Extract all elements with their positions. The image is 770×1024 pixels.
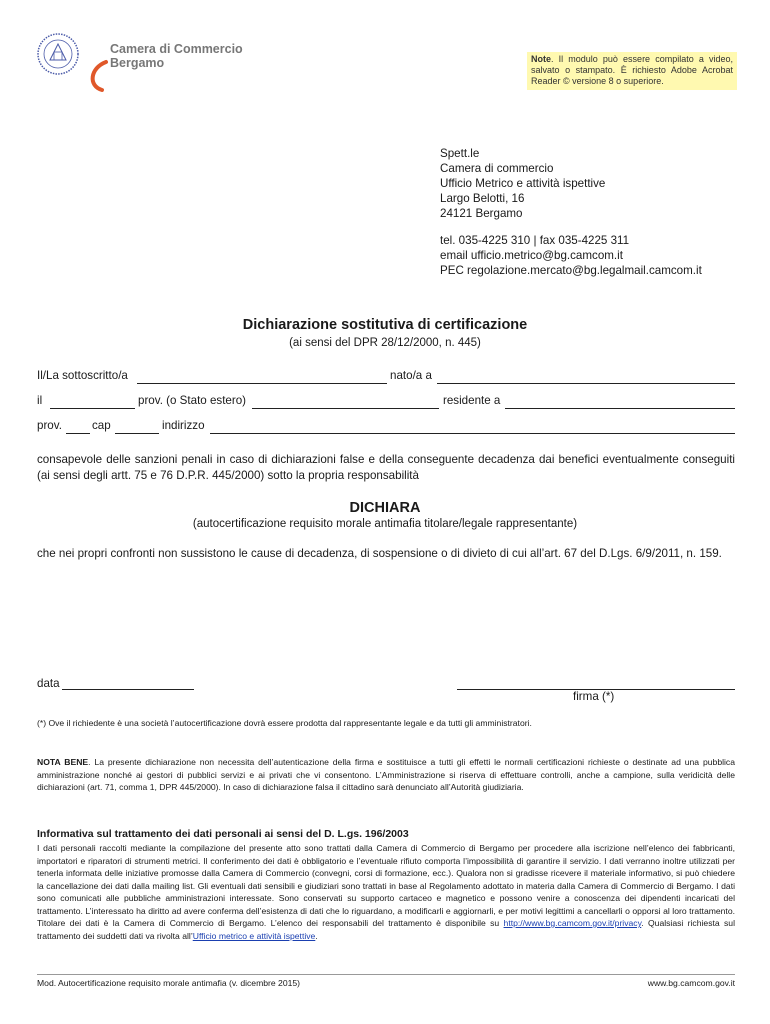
prov-label: prov.	[37, 419, 62, 432]
informativa-paragraph: I dati personali raccolti mediante la compilazione del presente atto sono trattati dalla Camera di Commercio di Bergamo per procedere alla iscrizione nell’elenco dei fabbricanti, importatori e riparatori di strumenti metrici. Il conferimento dei dati è obbligatorio e l’eventuale rifiuto comporta l’impossibilità di garantire il servizio. I dati verranno inoltre utilizzati per tenerla informata delle iniziative promosse dalla Camera di Commercio (convegni, corsi di formazione, ecc.). Qualora non si gradisse ricevere il materiale informativo, si può chiedere la cancellazione dei dati dalla mailing list. Gli eventuali dati sensibili e giudiziari sono trattati in base al Regolamento adottato in materia dalla Camera di Commercio di Bergamo. I dati sono comunicati alle pubbliche amministrazioni interessate. Sono conservati su supporto cartaceo e magnetico e possono venire a conoscenza dei dipendenti incaricati del trattamento. L’interessato ha diritto ad avere conferma dell’esistenza di dati che lo riguardano, a modificarli e aggiornarli, e per motivi legittimi a cancellarli o opporsi al loro trattamento. Titolare dei dati è la Camera di Commercio di Bergamo. L’elenco dei responsabili del trattamento è disponibile su http://www.bg.camcom.gov.it/privacy. Qualsiasi richiesta sul trattamento dei suddetti dati va rivolta all’Ufficio metrico e attività ispettive.	[37, 843, 735, 941]
document-subtitle: (ai sensi del DPR 28/12/2000, n. 445)	[289, 337, 481, 349]
ufficio-metrico-link[interactable]: Ufficio metrico e attività ispettive	[192, 930, 316, 941]
dichiara-subtitle: (autocertificazione requisito morale antimafia titolare/legale rappresentante)	[192, 518, 578, 530]
footer-form-code: Mod. Autocertificazione requisito morale antimafia (v. dicembre 2015)	[37, 978, 301, 988]
prov-stato-label: prov. (o Stato estero)	[138, 394, 247, 407]
residente-label: residente a	[443, 394, 501, 407]
recipient-address: Spett.le Camera di commercio Ufficio Metrico e attività ispettive Largo Belotti, 16 24121 Bergamo	[440, 147, 606, 220]
footnote: (*) Ove il richiedente è una società l’autocertificazione dovrà essere prodotta dal rappresentante legale e da tutti gli amministratori.	[37, 718, 532, 728]
cap-label: cap	[92, 419, 111, 432]
consapevole-paragraph: consapevole delle sanzioni penali in caso di dichiarazioni false e della conseguente decadenza dai benefici eventualmente conseguiti (ai sensi degli artt. 75 e 76 D.P.R. 445/2000) sotto la propria responsabilità	[37, 453, 735, 482]
province-field[interactable]	[66, 433, 90, 434]
il-label: il	[37, 394, 43, 407]
dichiara-title: DICHIARA	[349, 500, 421, 516]
dichiara-text: che nei propri confronti non sussistono le cause di decadenza, di sospensione o di divieto di cui all’art. 67 del D.Lgs. 6/9/2011, n. 159.	[37, 547, 722, 560]
note-box: Note. Il modulo può essere compilato a video, salvato o stampato. È richiesto Adobe Acrobat Reader © versione 8 o superiore.	[527, 52, 737, 90]
cap-field[interactable]	[115, 433, 159, 434]
firma-label: firma (*)	[573, 690, 615, 703]
nota-bene-paragraph: NOTA BENE. La presente dichiarazione non necessita dell’autenticazione della firma e sostituisce a tutti gli effetti le normali certificazioni richieste o destinate ad una pubblica amministrazione nonché ai gestori di pubblici servizi e ai privati che vi consentono. L’Amministrazione si riserva di effettuare controlli, anche a campione, sulla veridicità delle dichiarazioni (art. 71, comma 1, DPR 445/2000). In caso di dichiarazione falsa il cittadino sarà denunciato all’Autorità giudiziaria.	[37, 757, 735, 792]
document-title: Dichiarazione sostitutiva di certificazione	[242, 317, 528, 333]
indirizzo-label: indirizzo	[162, 419, 205, 432]
privacy-link[interactable]: http://www.bg.camcom.gov.it/privacy	[503, 918, 642, 928]
informativa-title: Informativa sul trattamento dei dati personali ai sensi del D. L.gs. 196/2003	[37, 828, 409, 840]
address-field[interactable]	[210, 433, 735, 434]
footer-divider	[37, 974, 735, 975]
recipient-contact: tel. 035-4225 310 | fax 035-4225 311 email ufficio.metrico@bg.camcom.it PEC regolazione.mercato@bg.legalmail.camcom.it	[440, 234, 702, 277]
date-field[interactable]	[62, 689, 194, 690]
birthplace-field[interactable]	[437, 383, 735, 384]
logo-text: Camera di Commercio Bergamo	[110, 42, 243, 70]
chamber-seal-logo	[36, 32, 80, 76]
footer-website[interactable]: www.bg.camcom.gov.it	[647, 978, 735, 988]
nato-label: nato/a a	[390, 369, 432, 382]
data-label: data	[37, 677, 60, 690]
birthdate-field[interactable]	[50, 408, 135, 409]
residence-field[interactable]	[505, 408, 735, 409]
birth-province-field[interactable]	[252, 408, 439, 409]
sottoscritto-label: Il/La sottoscritto/a	[37, 369, 128, 382]
logo-swoosh-icon	[84, 54, 204, 94]
name-field[interactable]	[137, 383, 387, 384]
